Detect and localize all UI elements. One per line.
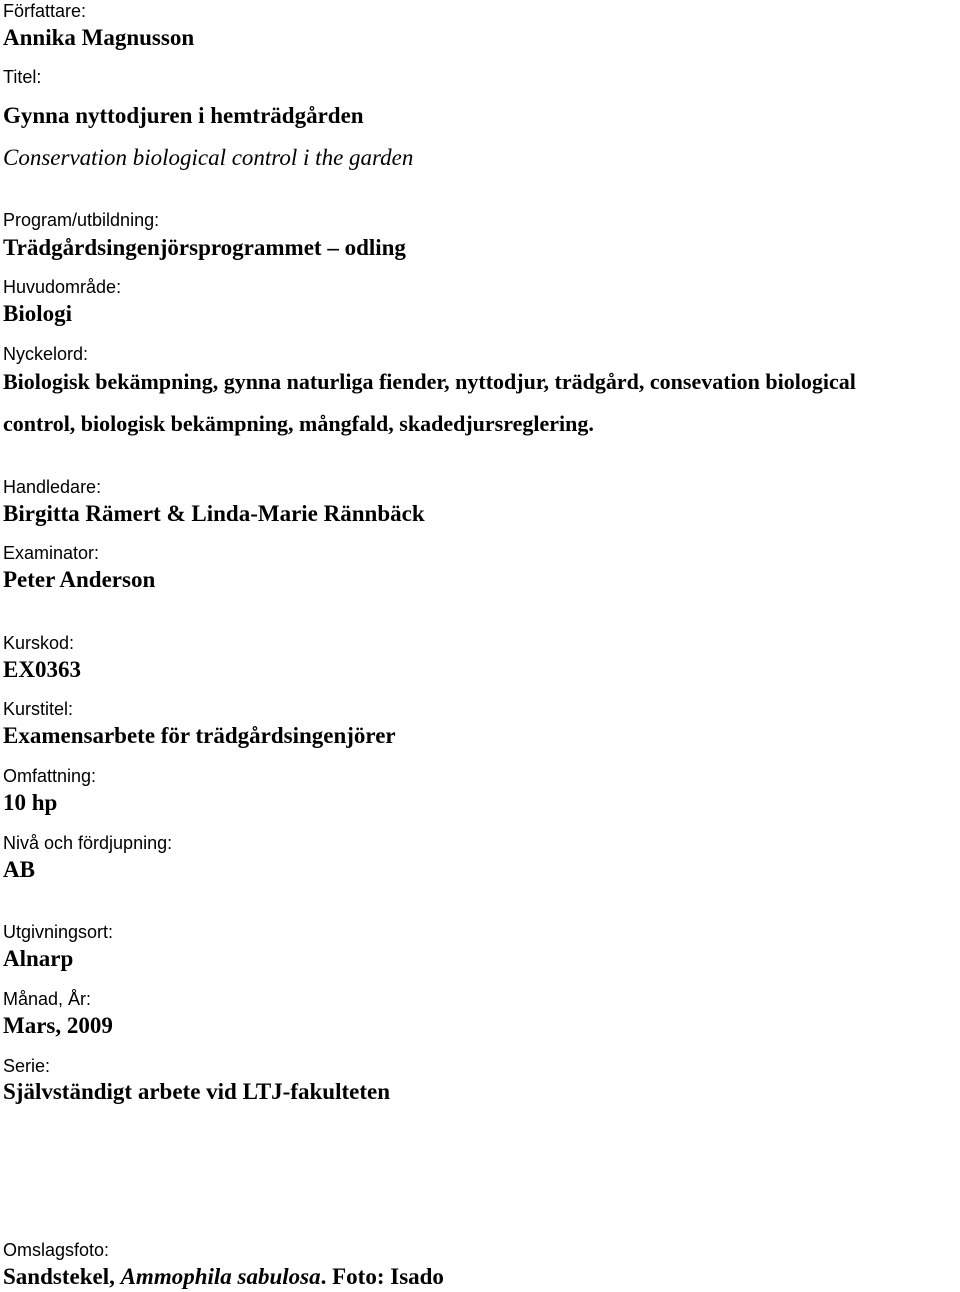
keywords-line-1: Biologisk bekämpning, gynna naturliga fiender, nyttodjur, trädgård, consevation biological (3, 369, 856, 394)
cover-photo-label: Omslagsfoto: (3, 1240, 110, 1260)
series-label: Serie: (3, 1056, 51, 1076)
series-value: Självständigt arbete vid LTJ-fakulteten (3, 1079, 390, 1104)
cover-photo-prefix: Sandstekel, (3, 1264, 121, 1289)
keywords-label: Nyckelord: (3, 344, 89, 364)
author-value: Annika Magnusson (3, 25, 195, 50)
title-label: Titel: (3, 67, 42, 87)
cover-photo-value (3, 1263, 444, 1291)
course-title-value: Examensarbete för trädgårdsingenjörer (3, 723, 396, 748)
supervisor-value: Birgitta Rämert & Linda-Marie Rännbäck (3, 501, 425, 526)
keywords-line-2: control, biologisk bekämpning, mångfald, skadedjursreglering. (3, 411, 594, 436)
scope-label: Omfattning: (3, 766, 97, 786)
date-label: Månad, År: (3, 989, 92, 1009)
title-swedish: Gynna nyttodjuren i hemträdgården (3, 103, 364, 128)
cover-photo-credit: . Foto: Isado (320, 1264, 444, 1289)
place-value: Alnarp (3, 946, 74, 971)
examiner-label: Examinator: (3, 543, 100, 563)
program-value: Trädgårdsingenjörsprogrammet – odling (3, 235, 406, 260)
main-area-value: Biologi (3, 301, 73, 326)
examiner-value: Peter Anderson (3, 567, 156, 592)
scope-value: 10 hp (3, 790, 58, 815)
cover-photo-species: Ammophila sabulosa (120, 1264, 321, 1289)
main-area-label: Huvudområde: (3, 277, 122, 297)
date-value: Mars, 2009 (3, 1013, 113, 1038)
course-code-label: Kurskod: (3, 633, 75, 653)
place-label: Utgivningsort: (3, 922, 114, 942)
author-label: Författare: (3, 1, 87, 21)
level-value: AB (3, 857, 35, 882)
course-title-label: Kurstitel: (3, 699, 74, 719)
program-label: Program/utbildning: (3, 210, 160, 230)
course-code-value: EX0363 (3, 657, 81, 682)
title-english: Conservation biological control i the garden (3, 145, 414, 170)
level-label: Nivå och fördjupning: (3, 833, 173, 853)
supervisor-label: Handledare: (3, 477, 102, 497)
